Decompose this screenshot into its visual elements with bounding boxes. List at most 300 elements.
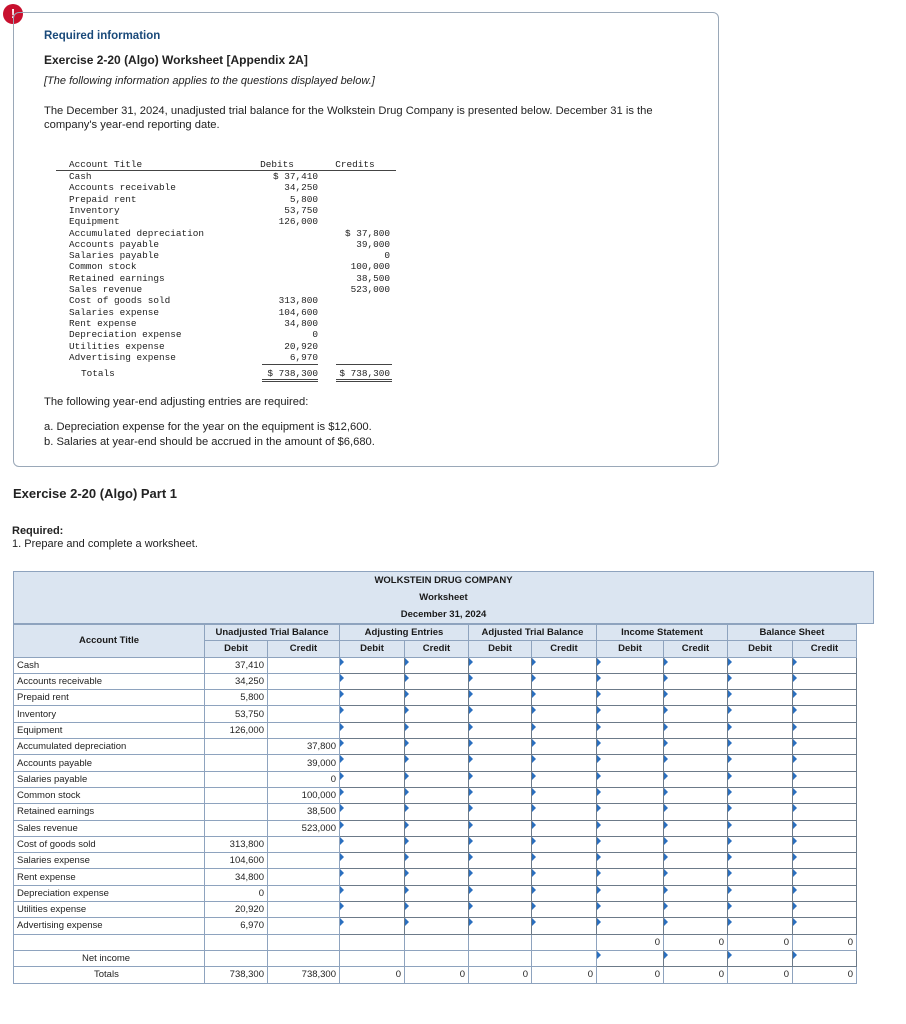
ws-atb-debit-input[interactable]	[469, 885, 532, 901]
ws-atb-credit-input[interactable]	[532, 787, 597, 803]
ws-utb-credit	[268, 869, 340, 885]
ws-is-debit-input[interactable]	[597, 673, 664, 689]
tb-account-name: Depreciation expense	[69, 329, 182, 341]
tb-double-rule	[336, 381, 392, 382]
ws-bs-debit-input[interactable]	[728, 706, 793, 722]
ws-is-credit-input[interactable]	[664, 690, 728, 706]
ws-account-name: Accounts payable	[14, 755, 205, 771]
ws-header-account-title: Account Title	[14, 625, 205, 658]
ws-table-row	[14, 706, 857, 722]
ws-table-row	[14, 885, 857, 901]
tb-credit-value	[326, 216, 390, 227]
ws-blank-cell	[268, 934, 340, 950]
ws-table-row	[14, 771, 857, 787]
ws-is-debit-input[interactable]	[597, 885, 664, 901]
ws-adj-debit-input[interactable]	[340, 755, 405, 771]
ws-adj-debit-input[interactable]	[340, 918, 405, 934]
ws-bs-credit-input[interactable]	[793, 787, 857, 803]
ws-bs-credit-input[interactable]	[793, 739, 857, 755]
ws-adj-credit-input[interactable]	[405, 771, 469, 787]
tb-credit-value: 38,500	[356, 272, 390, 284]
ws-table-row	[14, 739, 857, 755]
ws-is-debit-input[interactable]	[597, 657, 664, 673]
ws-atb-debit-input[interactable]	[469, 853, 532, 869]
ws-utb-credit	[268, 918, 340, 934]
tb-debit-value: 313,800	[278, 295, 318, 307]
ws-atb-debit-input[interactable]	[469, 836, 532, 852]
ws-account-name: Sales revenue	[14, 820, 205, 836]
ws-bs-credit-input[interactable]	[793, 885, 857, 901]
ws-adj-credit-input[interactable]	[405, 918, 469, 934]
worksheet-company: WOLKSTEIN DRUG COMPANY	[374, 575, 513, 586]
ws-header-group: Income Statement	[597, 625, 728, 641]
ws-blank-cell	[532, 950, 597, 966]
ws-blank-cell	[532, 934, 597, 950]
tb-total-rule-debit	[262, 364, 318, 365]
ws-utb-credit: 0	[268, 771, 340, 787]
ws-bs-credit-input[interactable]	[793, 722, 857, 738]
ws-atb-credit-input[interactable]	[532, 804, 597, 820]
ws-adj-debit-input[interactable]	[340, 657, 405, 673]
tb-account-name: Cash	[69, 171, 92, 182]
ws-utb-credit	[268, 722, 340, 738]
tb-debit-value	[250, 261, 318, 272]
ws-atb-debit-input[interactable]	[469, 771, 532, 787]
ws-utb-credit	[268, 902, 340, 918]
ws-bs-debit-input[interactable]	[728, 820, 793, 836]
ws-blank-cell	[340, 950, 405, 966]
ws-atb-debit-input[interactable]	[469, 918, 532, 934]
tb-double-rule	[336, 379, 392, 380]
worksheet-date: December 31, 2024	[400, 609, 487, 620]
ws-utb-debit	[205, 804, 268, 820]
ws-total-utb-credit: 738,300	[268, 967, 340, 983]
ws-adj-credit-input[interactable]	[405, 902, 469, 918]
ws-blank-cell	[469, 934, 532, 950]
tb-account-name: Equipment	[69, 216, 120, 228]
tb-header-credits: Credits	[335, 159, 375, 170]
ws-blank-cell	[340, 934, 405, 950]
ws-atb-credit-input[interactable]	[532, 836, 597, 852]
ws-net-income-bs-debit-input[interactable]	[728, 950, 793, 966]
ws-blank-cell	[469, 950, 532, 966]
ws-net-income-label: Net income	[14, 950, 205, 966]
ws-header-debit: Debit	[205, 641, 268, 657]
ws-utb-debit: 5,800	[205, 690, 268, 706]
ws-adj-credit-input[interactable]	[405, 657, 469, 673]
ws-utb-credit	[268, 706, 340, 722]
tb-credit-value	[326, 182, 390, 193]
ws-total-is-credit: 0	[664, 967, 728, 983]
tb-header-debits: Debits	[260, 159, 294, 170]
ws-adj-debit-input[interactable]	[340, 787, 405, 803]
ws-account-name: Salaries payable	[14, 771, 205, 787]
ws-adj-credit-input[interactable]	[405, 755, 469, 771]
tb-credit-value: $ 37,800	[344, 227, 390, 239]
ws-bs-credit-input[interactable]	[793, 657, 857, 673]
ws-atb-debit-input[interactable]	[469, 722, 532, 738]
ws-atb-credit-input[interactable]	[532, 885, 597, 901]
ws-is-debit-input[interactable]	[597, 755, 664, 771]
ws-bs-credit-input[interactable]	[793, 771, 857, 787]
ws-utb-credit	[268, 673, 340, 689]
ws-table-row	[14, 755, 857, 771]
ws-utb-debit: 20,920	[205, 902, 268, 918]
ws-total-atb-debit: 0	[469, 967, 532, 983]
tb-double-rule	[262, 379, 318, 380]
tb-account-name: Inventory	[69, 204, 120, 216]
ws-is-credit-input[interactable]	[664, 787, 728, 803]
ws-bs-debit-input[interactable]	[728, 755, 793, 771]
ws-is-credit-input[interactable]	[664, 853, 728, 869]
ws-utb-debit: 0	[205, 885, 268, 901]
ws-atb-credit-input[interactable]	[532, 918, 597, 934]
ws-is-credit-input[interactable]	[664, 820, 728, 836]
ws-utb-credit	[268, 853, 340, 869]
ws-account-name: Equipment	[14, 722, 205, 738]
ws-header-debit: Debit	[340, 641, 405, 657]
ws-atb-credit-input[interactable]	[532, 902, 597, 918]
ws-header-debit: Debit	[728, 641, 793, 657]
ws-is-credit-input[interactable]	[664, 673, 728, 689]
ws-atb-credit-input[interactable]	[532, 755, 597, 771]
ws-utb-debit	[205, 771, 268, 787]
tb-account-name: Accumulated depreciation	[69, 227, 205, 239]
ws-utb-debit: 53,750	[205, 706, 268, 722]
ws-bs-credit-input[interactable]	[793, 869, 857, 885]
tb-credit-value	[326, 318, 390, 329]
required-information-panel	[13, 12, 719, 467]
ws-adj-debit-input[interactable]	[340, 804, 405, 820]
ws-adj-debit-input[interactable]	[340, 706, 405, 722]
ws-header-credit: Credit	[664, 641, 728, 657]
ws-adj-credit-input[interactable]	[405, 739, 469, 755]
required-text: 1. Prepare and complete a worksheet.	[12, 538, 198, 550]
ws-account-name: Depreciation expense	[14, 885, 205, 901]
ws-adj-credit-input[interactable]	[405, 673, 469, 689]
tb-debit-value: 6,970	[289, 351, 318, 363]
ws-is-debit-input[interactable]	[597, 853, 664, 869]
ws-is-debit-input[interactable]	[597, 804, 664, 820]
ws-is-debit-input[interactable]	[597, 739, 664, 755]
ws-adj-debit-input[interactable]	[340, 771, 405, 787]
ws-subtotal-bs-credit: 0	[793, 934, 857, 950]
ws-is-credit-input[interactable]	[664, 869, 728, 885]
tb-credit-value	[326, 194, 390, 205]
ws-total-adj-debit: 0	[340, 967, 405, 983]
ws-atb-debit-input[interactable]	[469, 820, 532, 836]
ws-bs-credit-input[interactable]	[793, 902, 857, 918]
ws-is-credit-input[interactable]	[664, 739, 728, 755]
ws-utb-debit: 313,800	[205, 836, 268, 852]
tb-account-name: Cost of goods sold	[69, 295, 171, 307]
ws-adj-debit-input[interactable]	[340, 722, 405, 738]
tb-account-name: Advertising expense	[69, 351, 176, 363]
tb-credit-value	[326, 295, 390, 306]
tb-double-rule	[262, 381, 318, 382]
ws-adj-credit-input[interactable]	[405, 836, 469, 852]
tb-total-credit: $ 738,300	[339, 368, 390, 380]
ws-adj-credit-input[interactable]	[405, 722, 469, 738]
ws-adj-credit-input[interactable]	[405, 787, 469, 803]
ws-adj-debit-input[interactable]	[340, 836, 405, 852]
ws-bs-credit-input[interactable]	[793, 804, 857, 820]
ws-account-name: Rent expense	[14, 869, 205, 885]
ws-adj-debit-input[interactable]	[340, 690, 405, 706]
ws-header-credit: Credit	[405, 641, 469, 657]
ws-table-row	[14, 869, 857, 885]
ws-atb-credit-input[interactable]	[532, 820, 597, 836]
ws-net-income-is-debit-input[interactable]	[597, 950, 664, 966]
ws-header-group: Adjusting Entries	[340, 625, 469, 641]
ws-is-debit-input[interactable]	[597, 771, 664, 787]
ws-is-credit-input[interactable]	[664, 657, 728, 673]
ws-header-credit: Credit	[268, 641, 340, 657]
ws-net-income-row	[14, 950, 857, 966]
ws-totals-row	[14, 967, 857, 983]
tb-account-name: Salaries expense	[69, 306, 160, 318]
ws-account-name: Advertising expense	[14, 918, 205, 934]
ws-atb-debit-input[interactable]	[469, 869, 532, 885]
ws-utb-credit: 37,800	[268, 739, 340, 755]
ws-atb-debit-input[interactable]	[469, 657, 532, 673]
ws-utb-debit: 34,800	[205, 869, 268, 885]
ws-utb-debit	[205, 820, 268, 836]
ws-is-credit-input[interactable]	[664, 804, 728, 820]
ws-table-row	[14, 657, 857, 673]
adjustment-a: a. Depreciation expense for the year on the equipment is $12,600.	[44, 421, 372, 433]
ws-atb-debit-input[interactable]	[469, 673, 532, 689]
ws-bs-debit-input[interactable]	[728, 787, 793, 803]
ws-table-row	[14, 787, 857, 803]
ws-atb-credit-input[interactable]	[532, 690, 597, 706]
ws-bs-credit-input[interactable]	[793, 673, 857, 689]
ws-bs-credit-input[interactable]	[793, 836, 857, 852]
ws-account-name: Accumulated depreciation	[14, 739, 205, 755]
tb-credit-value	[326, 171, 390, 182]
ws-utb-credit	[268, 836, 340, 852]
tb-credit-value: 523,000	[350, 284, 390, 295]
ws-net-income-is-credit-input[interactable]	[664, 950, 728, 966]
ws-atb-debit-input[interactable]	[469, 706, 532, 722]
tb-debit-value	[250, 284, 318, 295]
ws-atb-credit-input[interactable]	[532, 739, 597, 755]
ws-table-row	[14, 918, 857, 934]
tb-credit-value	[326, 341, 390, 352]
tb-debit-value	[250, 250, 318, 261]
ws-header-group: Balance Sheet	[728, 625, 857, 641]
ws-table-row	[14, 853, 857, 869]
ws-adj-debit-input[interactable]	[340, 885, 405, 901]
ws-bs-debit-input[interactable]	[728, 722, 793, 738]
ws-is-debit-input[interactable]	[597, 820, 664, 836]
ws-utb-debit	[205, 787, 268, 803]
ws-table-row	[14, 804, 857, 820]
ws-adj-credit-input[interactable]	[405, 853, 469, 869]
tb-total-rule-credit	[336, 364, 392, 365]
tb-account-name: Rent expense	[69, 317, 137, 329]
ws-bs-debit-input[interactable]	[728, 918, 793, 934]
worksheet-title: Worksheet	[419, 592, 468, 603]
ws-atb-credit-input[interactable]	[532, 869, 597, 885]
ws-net-income-bs-credit-input[interactable]	[793, 950, 857, 966]
ws-account-name: Cost of goods sold	[14, 836, 205, 852]
tb-debit-value: 0	[312, 329, 318, 341]
ws-header-credit: Credit	[532, 641, 597, 657]
ws-bs-debit-input[interactable]	[728, 771, 793, 787]
ws-account-name: Utilities expense	[14, 902, 205, 918]
ws-adj-debit-input[interactable]	[340, 902, 405, 918]
tb-total-debit: $ 738,300	[267, 368, 318, 380]
adjusting-intro: The following year-end adjusting entries are required:	[44, 396, 309, 408]
ws-utb-credit	[268, 885, 340, 901]
ws-bs-debit-input[interactable]	[728, 836, 793, 852]
ws-totals-label: Totals	[14, 967, 205, 983]
ws-is-debit-input[interactable]	[597, 902, 664, 918]
ws-total-bs-debit: 0	[728, 967, 793, 983]
ws-utb-debit: 34,250	[205, 673, 268, 689]
ws-total-adj-credit: 0	[405, 967, 469, 983]
tb-credit-value	[326, 352, 390, 363]
ws-header-credit: Credit	[793, 641, 857, 657]
ws-is-debit-input[interactable]	[597, 918, 664, 934]
ws-is-debit-input[interactable]	[597, 869, 664, 885]
ws-adj-credit-input[interactable]	[405, 820, 469, 836]
ws-atb-debit-input[interactable]	[469, 804, 532, 820]
tb-credit-value: 100,000	[350, 261, 390, 273]
tb-credit-value: 0	[384, 250, 390, 262]
intro-text: The December 31, 2024, unadjusted trial balance for the Wolkstein Drug Company is presented below. December 31 is the company's year-end reporting date.	[44, 105, 653, 131]
tb-account-name: Prepaid rent	[69, 193, 137, 205]
ws-total-atb-credit: 0	[532, 967, 597, 983]
ws-subtotal-bs-debit: 0	[728, 934, 793, 950]
ws-is-credit-input[interactable]	[664, 706, 728, 722]
ws-is-debit-input[interactable]	[597, 836, 664, 852]
ws-bs-credit-input[interactable]	[793, 820, 857, 836]
ws-subtotal-row	[14, 934, 857, 950]
ws-is-credit-input[interactable]	[664, 885, 728, 901]
ws-bs-debit-input[interactable]	[728, 853, 793, 869]
tb-debit-value: 5,800	[289, 193, 318, 205]
ws-is-credit-input[interactable]	[664, 902, 728, 918]
ws-atb-credit-input[interactable]	[532, 853, 597, 869]
ws-atb-debit-input[interactable]	[469, 902, 532, 918]
tb-debit-value: 126,000	[278, 216, 318, 228]
ws-is-credit-input[interactable]	[664, 918, 728, 934]
ws-bs-credit-input[interactable]	[793, 755, 857, 771]
ws-total-utb-debit: 738,300	[205, 967, 268, 983]
tb-account-name: Common stock	[69, 261, 137, 273]
ws-atb-debit-input[interactable]	[469, 690, 532, 706]
ws-account-name: Retained earnings	[14, 804, 205, 820]
ws-account-name: Accounts receivable	[14, 673, 205, 689]
ws-is-debit-input[interactable]	[597, 787, 664, 803]
ws-bs-credit-input[interactable]	[793, 853, 857, 869]
ws-adj-credit-input[interactable]	[405, 869, 469, 885]
ws-atb-credit-input[interactable]	[532, 706, 597, 722]
ws-utb-debit: 104,600	[205, 853, 268, 869]
tb-debit-value: 34,800	[284, 317, 318, 329]
ws-bs-debit-input[interactable]	[728, 739, 793, 755]
tb-account-name: Sales revenue	[69, 284, 143, 295]
ws-is-debit-input[interactable]	[597, 722, 664, 738]
ws-blank-cell	[205, 934, 268, 950]
ws-adj-credit-input[interactable]	[405, 885, 469, 901]
ws-adj-credit-input[interactable]	[405, 804, 469, 820]
ws-table-row	[14, 722, 857, 738]
alert-icon: !	[3, 4, 23, 24]
ws-header-group: Unadjusted Trial Balance	[205, 625, 340, 641]
ws-adj-debit-input[interactable]	[340, 820, 405, 836]
exercise-note: [The following information applies to the questions displayed below.]	[44, 75, 375, 87]
ws-header-debit: Debit	[597, 641, 664, 657]
ws-table-row	[14, 820, 857, 836]
ws-adj-credit-input[interactable]	[405, 706, 469, 722]
ws-atb-debit-input[interactable]	[469, 739, 532, 755]
tb-account-name: Retained earnings	[69, 272, 165, 284]
ws-blank-cell	[405, 950, 469, 966]
ws-is-credit-input[interactable]	[664, 755, 728, 771]
exercise-title: Exercise 2-20 (Algo) Worksheet [Appendix 2A]	[44, 53, 308, 67]
ws-is-credit-input[interactable]	[664, 836, 728, 852]
ws-bs-debit-input[interactable]	[728, 690, 793, 706]
ws-adj-debit-input[interactable]	[340, 739, 405, 755]
ws-utb-debit: 37,410	[205, 657, 268, 673]
ws-atb-credit-input[interactable]	[532, 722, 597, 738]
tb-debit-value	[250, 239, 318, 250]
ws-bs-credit-input[interactable]	[793, 918, 857, 934]
ws-utb-credit: 100,000	[268, 787, 340, 803]
ws-atb-credit-input[interactable]	[532, 771, 597, 787]
ws-utb-debit	[205, 739, 268, 755]
required-info-heading: Required information	[44, 30, 161, 42]
ws-bs-credit-input[interactable]	[793, 706, 857, 722]
ws-atb-credit-input[interactable]	[532, 657, 597, 673]
tb-debit-value: 104,600	[278, 306, 318, 318]
ws-bs-debit-input[interactable]	[728, 869, 793, 885]
ws-subtotal-is-credit: 0	[664, 934, 728, 950]
ws-bs-debit-input[interactable]	[728, 902, 793, 918]
ws-is-debit-input[interactable]	[597, 690, 664, 706]
ws-utb-credit	[268, 657, 340, 673]
ws-atb-debit-input[interactable]	[469, 755, 532, 771]
tb-debit-value: 53,750	[284, 204, 318, 216]
ws-adj-debit-input[interactable]	[340, 673, 405, 689]
ws-is-debit-input[interactable]	[597, 706, 664, 722]
ws-adj-credit-input[interactable]	[405, 690, 469, 706]
ws-bs-debit-input[interactable]	[728, 885, 793, 901]
ws-header-debit: Debit	[469, 641, 532, 657]
ws-bs-debit-input[interactable]	[728, 804, 793, 820]
tb-credit-value: 39,000	[356, 238, 390, 250]
tb-account-name: Accounts receivable	[69, 182, 176, 194]
ws-bs-debit-input[interactable]	[728, 657, 793, 673]
tb-account-name: Utilities expense	[69, 340, 165, 352]
ws-adj-debit-input[interactable]	[340, 869, 405, 885]
ws-atb-debit-input[interactable]	[469, 787, 532, 803]
ws-is-credit-input[interactable]	[664, 722, 728, 738]
ws-header-group: Adjusted Trial Balance	[469, 625, 597, 641]
ws-bs-credit-input[interactable]	[793, 690, 857, 706]
ws-account-name: Inventory	[14, 706, 205, 722]
ws-atb-credit-input[interactable]	[532, 673, 597, 689]
ws-utb-debit	[205, 755, 268, 771]
ws-bs-debit-input[interactable]	[728, 673, 793, 689]
ws-adj-debit-input[interactable]	[340, 853, 405, 869]
ws-utb-credit	[268, 690, 340, 706]
tb-debit-value	[250, 228, 318, 239]
ws-is-credit-input[interactable]	[664, 771, 728, 787]
